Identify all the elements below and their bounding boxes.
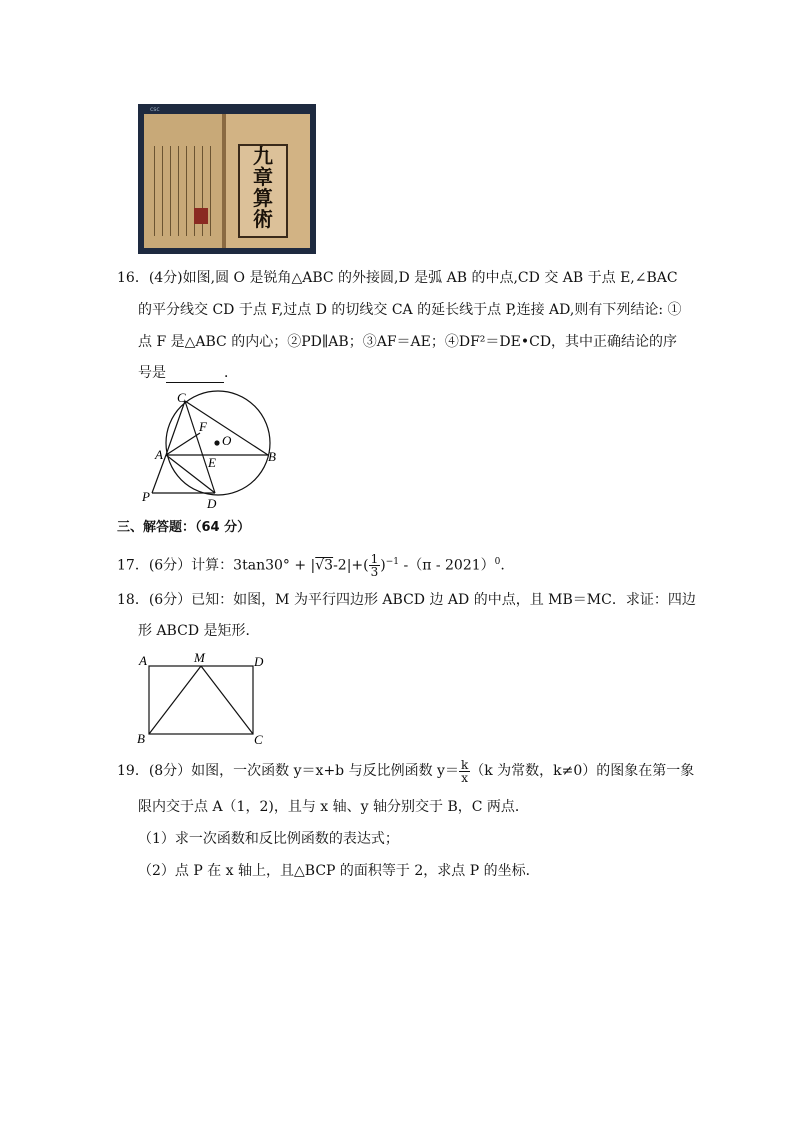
label-C: C: [254, 732, 263, 747]
book-left-page: [144, 114, 224, 248]
q16-line-1: 16．(4分)如图,圆 O 是锐角△ABC 的外接圆,D 是弧 AB 的中点,CD 交 AB 于点 E,∠BAC: [117, 270, 678, 286]
q17-line: 17．(6分）计算：3tan30° + |√3-2|+( $\frac{1}{3}$ )$^{-1}$ -（π - 2021）$^0$.: [117, 552, 505, 580]
q16-circle-figure: [135, 388, 285, 514]
q16-line-3: 点 F 是△ABC 的内心；②PD∥AB；③AF＝AE；④DF²＝DE•CD，其中正确结论的序: [138, 334, 678, 350]
q19-part-2: （2）点 P 在 x 轴上，且△BCP 的面积等于 2，求点 P 的坐标．: [138, 863, 540, 879]
label-B: B: [137, 731, 145, 746]
label-O: O: [222, 433, 232, 448]
answer-blank[interactable]: [166, 368, 224, 383]
q19-line-1: 19．(8分）如图，一次函数 y＝x+b 与反比例函数 y＝ $\frac{k}{x}$ （k 为常数，k≠0）的图象在第一象: [117, 757, 695, 785]
label-D: D: [207, 496, 217, 511]
book-title-box: 九 章 算 術: [238, 144, 288, 238]
label-P: P: [142, 489, 150, 504]
sqrt-3: √3: [315, 557, 334, 574]
label-M: M: [194, 650, 205, 665]
q18-line-1: 18．(6分）已知：如图，M 为平行四边形 ABCD 边 AD 的中点，且 MB＝MC．求证：四边: [117, 592, 696, 608]
label-C: C: [177, 390, 186, 405]
photo-corner-mark: csc: [150, 106, 160, 113]
q19-line-2: 限内交于点 A（1，2)，且与 x 轴、y 轴分别交于 B，C 两点．: [138, 799, 529, 815]
label-A: A: [155, 447, 163, 462]
fraction-k-over-x: $\frac{k}{x}$: [460, 757, 469, 785]
label-A: A: [139, 653, 147, 668]
q16-line-4: 号是 ．: [138, 365, 238, 381]
book-photo: [138, 104, 316, 254]
label-B: B: [268, 449, 276, 464]
q18-line-2: 形 ABCD 是矩形．: [138, 623, 260, 639]
label-D: D: [254, 654, 264, 669]
q16-line-2: 的平分线交 CD 于点 F,过点 D 的切线交 CA 的延长线于点 P,连接 AD,则有下列结论: ①: [138, 302, 682, 318]
q19-part-1: （1）求一次函数和反比例函数的表达式；: [138, 831, 399, 847]
fraction-one-third: $\frac{1}{3}$: [370, 552, 379, 580]
section-3-heading: 三、解答题：（64 分）: [117, 520, 251, 535]
label-E: E: [208, 455, 216, 470]
label-F: F: [199, 419, 207, 434]
red-seal: [194, 208, 208, 224]
q18-rectangle-figure: [135, 648, 275, 748]
